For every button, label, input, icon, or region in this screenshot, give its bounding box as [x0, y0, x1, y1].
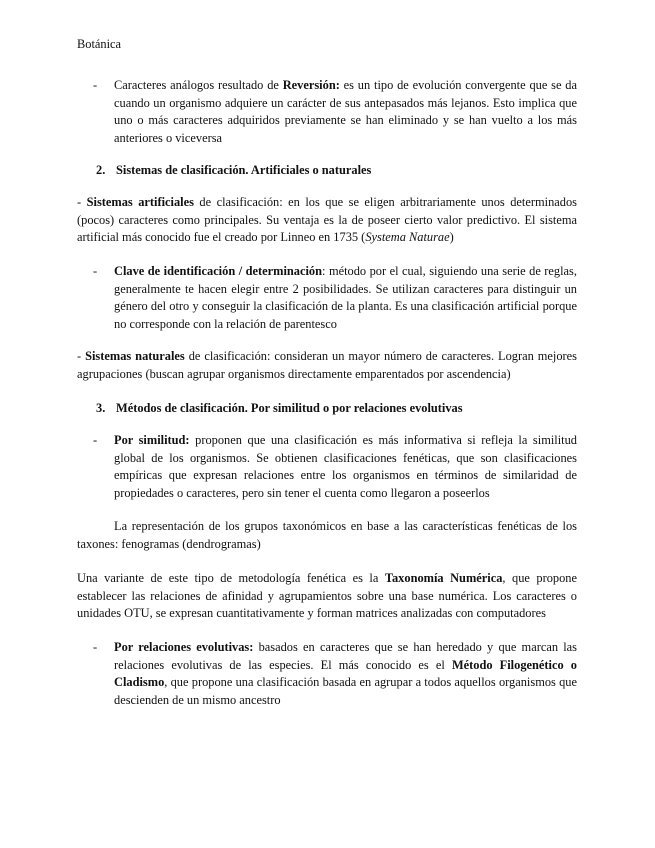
- bullet-por-similitud: - Por similitud: proponen que una clasificación es más informativa si refleja la similitud global de los organismos. Se obtienen clasificaciones fenéticas, que son clasificaciones empíricas que expresan relaciones entre los organismos en términos de similaridad de propiedades o caracteres, pero sin tener el cuenta como llegaron a poseerlos: [93, 433, 577, 500]
- term-sistemas-naturales: Sistemas naturales: [85, 349, 185, 363]
- section-heading-2: 2. Sistemas de clasificación. Artificiales o naturales: [96, 163, 372, 177]
- term-sistemas-artificiales: Sistemas artificiales: [86, 195, 194, 209]
- bullet-dash: -: [93, 78, 98, 92]
- bullet-dash: -: [93, 264, 98, 278]
- term-por-similitud: Por similitud:: [114, 433, 190, 447]
- section-heading-3: 3. Métodos de clasificación. Por similitud o por relaciones evolutivas: [96, 401, 463, 415]
- bullet-reversion: - Caracteres análogos resultado de Reversión: es un tipo de evolución convergente que se da cuando un organismo adquiere un carácter de sus antepasados más lejanos. Esto implica que uno o más caracteres adquiridos previamente se han eliminado y se han vuelto a los más anteriores o viceversa: [93, 78, 577, 145]
- term-relaciones-evolutivas: Por relaciones evolutivas:: [114, 640, 254, 654]
- page-header: Botánica: [77, 37, 122, 51]
- term-clave: Clave de identificación / determinación: [114, 264, 323, 278]
- paragraph-sistemas-artificiales: - Sistemas artificiales de clasificación: en los que se eligen arbitrariamente unos determinados (pocos) caracteres como principales. Su ventaja es la de poseer cierto valor predictivo. El sistema artificial más conocido fue el creado por Linneo en 1735 (Systema Naturae): [77, 195, 577, 245]
- paragraph-representacion: La representación de los grupos taxonómicos en base a las características fenéticas de los taxones: fenogramas (dendrogramas): [77, 519, 577, 551]
- term-reversion: Reversión:: [282, 78, 340, 92]
- bullet-dash: -: [93, 433, 98, 447]
- bullet-relaciones-evolutivas: - Por relaciones evolutivas: basados en caracteres que se han heredado y que marcan las relaciones evolutivas de las especies. El más conocido es el Método Filogenético o Cladismo, que propone una clasificación basada en agrupar a todos aquellos organismos que descienden de un mismo ancestro: [93, 640, 577, 707]
- paragraph-sistemas-naturales: - Sistemas naturales de clasificación: consideran un mayor número de caracteres. Logran mejores agrupaciones (buscan agrupar organismos directamente emparentados por ascendencia): [77, 349, 577, 381]
- term-taxonomia-numerica: Taxonomía Numérica: [384, 571, 503, 585]
- term-systema-naturae: Systema Naturae: [365, 230, 450, 245]
- term-metodo-filogenetico: Método Filogenético o Cladismo: [114, 657, 577, 690]
- paragraph-taxonomia-numerica: Una variante de este tipo de metodología fenética es la Taxonomía Numérica, que propone establecer las relaciones de afinidad y agrupamientos sobre una base numérica. Los caracteres o unidades OTU, se expresan cuantitativamente y forman matrices analizadas con computadores: [77, 571, 578, 621]
- bullet-clave-identificacion: - Clave de identificación / determinación: método por el cual, siguiendo una serie de reglas, generalmente te hacen elegir entre 2 posibilidades. Se utilizan caracteres para distinguir un género del otro y conseguir la clasificación de la planta. Es una clasificación artificial porque no corresponde con la relación de parentesco: [93, 264, 577, 331]
- bullet-dash: -: [93, 640, 98, 654]
